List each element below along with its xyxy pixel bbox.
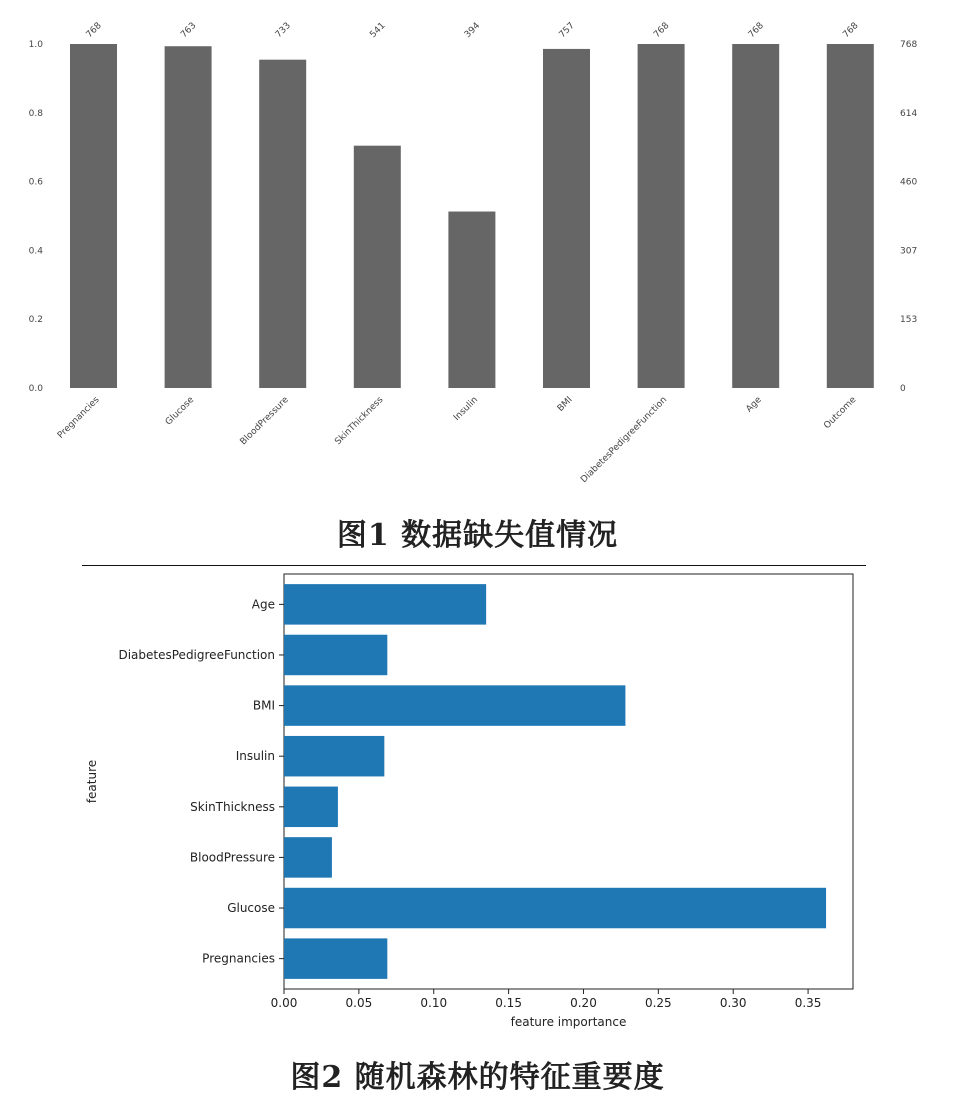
- bar-diabetespedigreefunction: [638, 44, 685, 388]
- bar-glucose: [165, 46, 212, 388]
- x-tick-label: 0.30: [719, 996, 747, 1010]
- bar-count-label: 394: [462, 20, 483, 41]
- bar-outcome: [827, 44, 874, 388]
- left-tick-label: 1.0: [28, 40, 43, 50]
- bar-count-label: 768: [84, 20, 104, 41]
- category-label: Insulin: [452, 395, 481, 423]
- y-tick-label: BMI: [252, 698, 275, 713]
- bar-age: [732, 44, 779, 388]
- feature-importance-chart: [0, 560, 955, 1040]
- x-tick-label: 0.25: [644, 996, 672, 1010]
- bar-bmi: [543, 49, 590, 388]
- category-label: Glucose: [163, 395, 197, 428]
- right-tick-label: 0: [900, 384, 906, 394]
- bar-count-label: 768: [652, 20, 672, 41]
- y-tick-label: Pregnancies: [202, 951, 275, 966]
- category-label: Age: [744, 395, 764, 415]
- bar-skinthickness: [354, 146, 401, 388]
- category-label: BloodPressure: [238, 395, 291, 448]
- category-label: SkinThickness: [333, 395, 386, 448]
- category-label: DiabetesPedigreeFunction: [579, 395, 670, 486]
- x-tick-label: 0.05: [345, 996, 373, 1010]
- y-tick-label: DiabetesPedigreeFunction: [118, 647, 275, 662]
- left-tick-label: 0.2: [28, 315, 43, 326]
- y-tick-label: Insulin: [235, 749, 275, 764]
- bar-bmi: [284, 685, 625, 725]
- x-tick-label: 0.00: [270, 996, 298, 1010]
- bar-diabetespedigreefunction: [284, 635, 387, 675]
- missing-values-chart: [0, 0, 955, 505]
- figure1-caption: 图1 数据缺失值情况: [336, 518, 619, 553]
- bar-insulin: [284, 736, 384, 776]
- bar-bloodpressure: [259, 60, 306, 388]
- right-tick-label: 307: [900, 246, 918, 257]
- left-tick-label: 0.4: [28, 246, 43, 257]
- y-tick-label: Glucose: [227, 901, 275, 916]
- bar-insulin: [448, 212, 495, 388]
- bar-age: [284, 584, 486, 624]
- x-tick-label: 0.35: [794, 996, 822, 1010]
- bar-count-label: 541: [368, 20, 388, 41]
- y-tick-label: Age: [251, 597, 275, 612]
- right-tick-label: 460: [900, 177, 918, 188]
- left-tick-label: 0.8: [28, 108, 43, 119]
- bar-count-label: 757: [557, 20, 577, 41]
- y-tick-label: BloodPressure: [189, 850, 275, 865]
- bar-count-label: 768: [746, 20, 766, 41]
- y-tick-label: SkinThickness: [190, 799, 275, 814]
- bar-count-label: 733: [273, 20, 293, 41]
- bar-pregnancies: [70, 44, 117, 388]
- x-axis-label: feature importance: [510, 1015, 627, 1029]
- right-tick-label: 768: [900, 40, 918, 50]
- y-axis-label: feature: [85, 759, 99, 804]
- bar-bloodpressure: [284, 837, 332, 877]
- right-tick-label: 153: [900, 315, 918, 326]
- x-tick-label: 0.15: [495, 996, 522, 1010]
- bar-skinthickness: [284, 787, 338, 827]
- bar-count-label: 768: [841, 20, 861, 41]
- figure2-caption: 图2 随机森林的特征重要度: [290, 1060, 665, 1095]
- right-tick-label: 614: [900, 108, 918, 119]
- bar-glucose: [284, 888, 826, 928]
- x-tick-label: 0.20: [570, 996, 597, 1010]
- x-tick-label: 0.10: [420, 996, 448, 1010]
- left-tick-label: 0.6: [28, 177, 43, 188]
- category-label: Pregnancies: [55, 395, 102, 441]
- bar-count-label: 763: [179, 20, 199, 41]
- category-label: BMI: [555, 395, 575, 414]
- category-label: Outcome: [822, 395, 859, 432]
- bar-pregnancies: [284, 938, 387, 978]
- left-tick-label: 0.0: [28, 384, 43, 394]
